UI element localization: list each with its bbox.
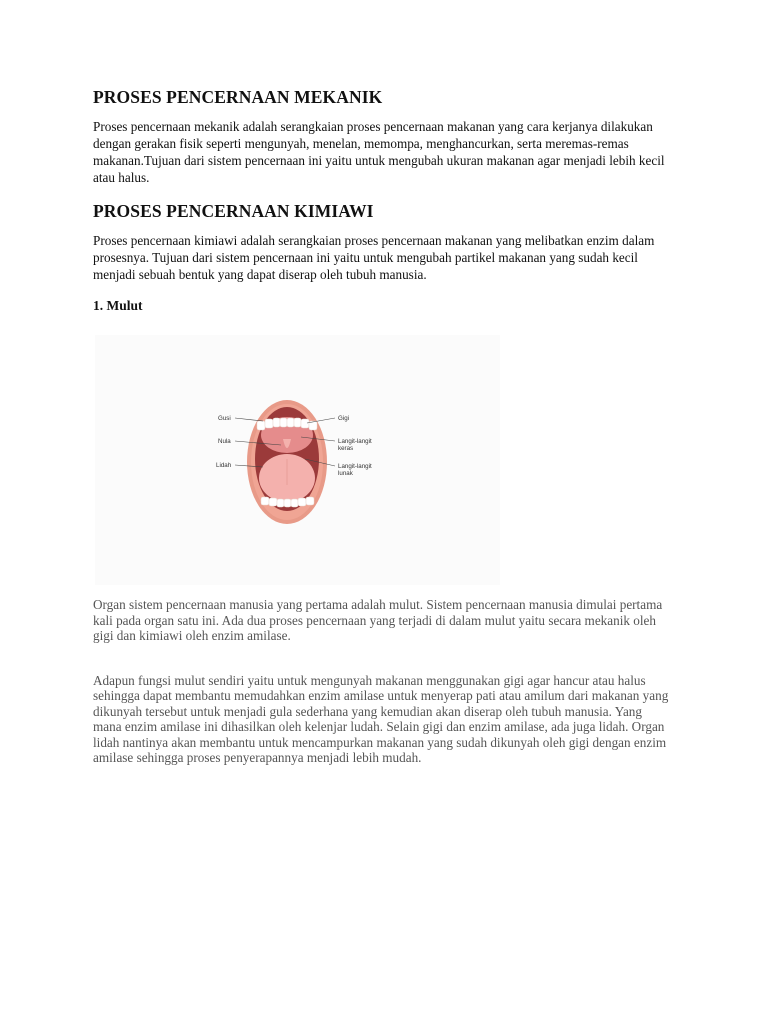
label-gusi: Gusi (218, 415, 231, 422)
label-langit-keras-1: Langit-langit (338, 438, 372, 445)
label-langit-lunak-2: lunak (338, 470, 353, 477)
label-langit-lunak-1: Langit-langit (338, 463, 372, 470)
heading-mulut: 1. Mulut (93, 298, 143, 313)
label-langit-keras-2: keras (338, 445, 354, 452)
paragraph-mulut-1: Organ sistem pencernaan manusia yang pertama adalah mulut. Sistem pencernaan manusia dimulai pertama kali pada organ satu ini. Ada dua proses pencernaan yang terjadi di dalam mulut yaitu secara mekanik oleh gigi dan kimiawi oleh enzim amilase. (93, 597, 663, 643)
label-gigi: Gigi (338, 415, 350, 422)
document-content (93, 86, 673, 315)
heading-mekanik: PROSES PENCERNAAN MEKANIK (93, 87, 383, 107)
mouth-diagram (95, 335, 500, 585)
mouth-illustration (95, 335, 500, 585)
heading-kimiawi: PROSES PENCERNAAN KIMIAWI (93, 201, 374, 221)
label-lidah: Lidah (216, 462, 232, 469)
mulut-description (93, 597, 673, 795)
label-nula: Nula (218, 438, 231, 445)
paragraph-kimiawi: Proses pencernaan kimiawi adalah serangkaian proses pencernaan makanan yang melibatkan enzim dalam prosesnya. Tujuan dari sistem pencernaan ini yaitu untuk mengubah partikel makanan yang sudah kecil menjadi sebuah bentuk yang dapat diserap oleh tubuh manusia. (93, 233, 655, 282)
paragraph-mekanik: Proses pencernaan mekanik adalah serangkaian proses pencernaan makanan yang cara kerjanya dilakukan dengan gerakan fisik seperti mengunyah, menelan, memompa, menghancurkan, serta meremas-remas makanan.Tujuan dari sistem pencernaan ini yaitu untuk mengubah ukuran makanan agar menjadi lebih kecil atau halus. (93, 119, 665, 185)
paragraph-mulut-2: Adapun fungsi mulut sendiri yaitu untuk mengunyah makanan menggunakan gigi agar hancur atau halus sehingga dapat membantu memudahkan enzim amilase untuk menyerap pati atau amilum dari makanan yang dikunyah tersebut untuk menjadi gula sederhana yang kemudian akan diserap oleh tubuh manusia. Yang mana enzim amilase ini dihasilkan oleh kelenjar ludah. Selain gigi dan enzim amilase, ada juga lidah. Organ lidah nantinya akan membantu untuk mencampurkan makanan yang sudah dikunyah oleh gigi dengan enzim amilase sehingga proses penyerapannya menjadi lebih mudah. (93, 672, 669, 765)
